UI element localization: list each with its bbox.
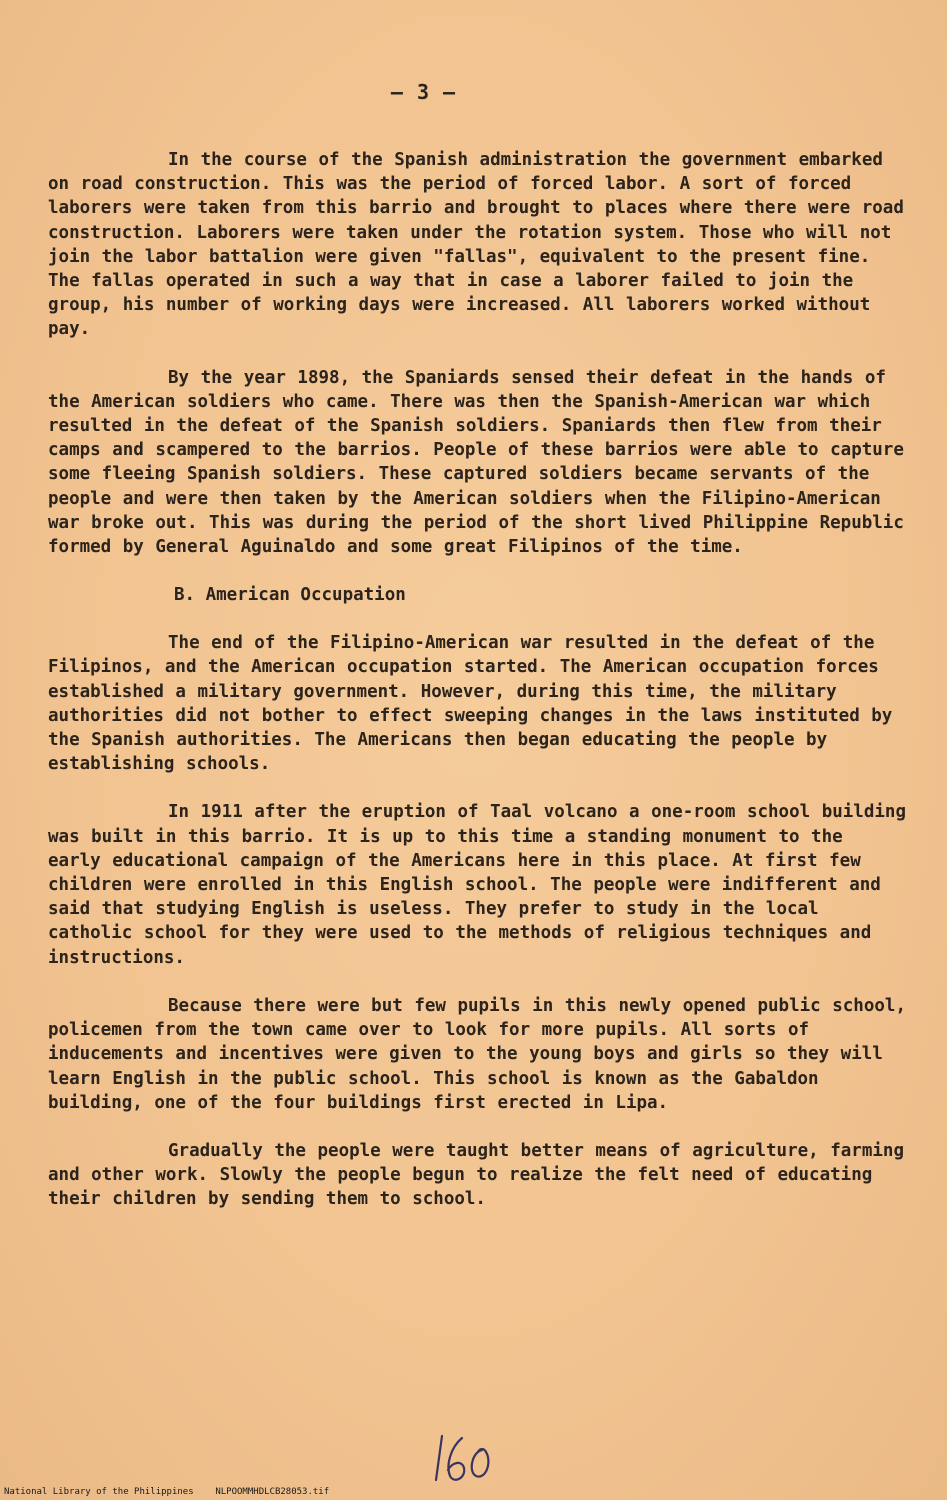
paragraph-american-occupation: The end of the Filipino-American war resulted in the defeat of the Filipinos, and the American occupation started. The American occupation forces established a military government. However, during this time, the military authorities did not bother to effect sweeping changes in the laws instituted by the Spanish authorities. The Americans then began educating the people by establishing schools. xyxy=(48,633,904,775)
paragraph-spanish-road-construction: In the course of the Spanish administration the government embarked on road construction. This was the period of forced labor. A sort of forced laborers were taken from this barrio and brought to places where there were road construction. Laborers were taken under the rotation system. Those who will not join the labor battalion were given "fallas", equivalent to the present fine. The fallas operated in such a way that in case a laborer failed to join the group, his number of working days were increased. All laborers worked without pay. xyxy=(48,150,916,340)
paragraph-spanish-defeat: By the year 1898, the Spaniards sensed their defeat in the hands of the American soldiers who came. There was then the Spanish-American war which resulted in the defeat of the Spanish soldiers. Spaniards then flew from their camps and scampered to the barrios. People of these barrios were able to capture some fleeing Spanish soldiers. These captured soldiers became servants of the people and were then taken by the American soldiers when the Filipino-American war broke out. This was during the period of the short lived Philippine Republic formed by General Aguinaldo and some great Filipinos of the time. xyxy=(48,367,916,558)
footer-library: National Library of the Philippines xyxy=(4,1487,194,1497)
paragraph-school-building: In 1911 after the eruption of Taal volcano a one-room school building was built in this barrio. It is up to this time a standing monument to the early educational campaign of the Americans here in this place. At first few children were enrolled in this English school. The people were indifferent and said that studying English is useless. They prefer to study in the local catholic school for they were used to the methods of religious techniques and instructions. xyxy=(48,802,918,968)
page-number: — 3 — xyxy=(390,80,457,104)
footer-file-id: NLPOOMMHDLCB28053.tif xyxy=(215,1487,330,1497)
handwritten-page-number xyxy=(432,1428,502,1488)
section-heading: B. American Occupation xyxy=(174,585,406,606)
footer xyxy=(4,1487,329,1497)
document-body xyxy=(48,148,918,1236)
paragraph-agriculture: Gradually the people were taught better means of agriculture, farming and other work. Slowly the people begun to realize the felt need of educating their children by sending them to school. xyxy=(48,1140,916,1210)
paragraph-gabaldon-building: Because there were but few pupils in this newly opened public school, policemen from the town came over to look for more pupils. All sorts of inducements and incentives were given to the young boys and girls so they will learn English in the public school. This school is known as the Gabaldon building, one of the four buildings first erected in Lipa. xyxy=(48,995,918,1113)
